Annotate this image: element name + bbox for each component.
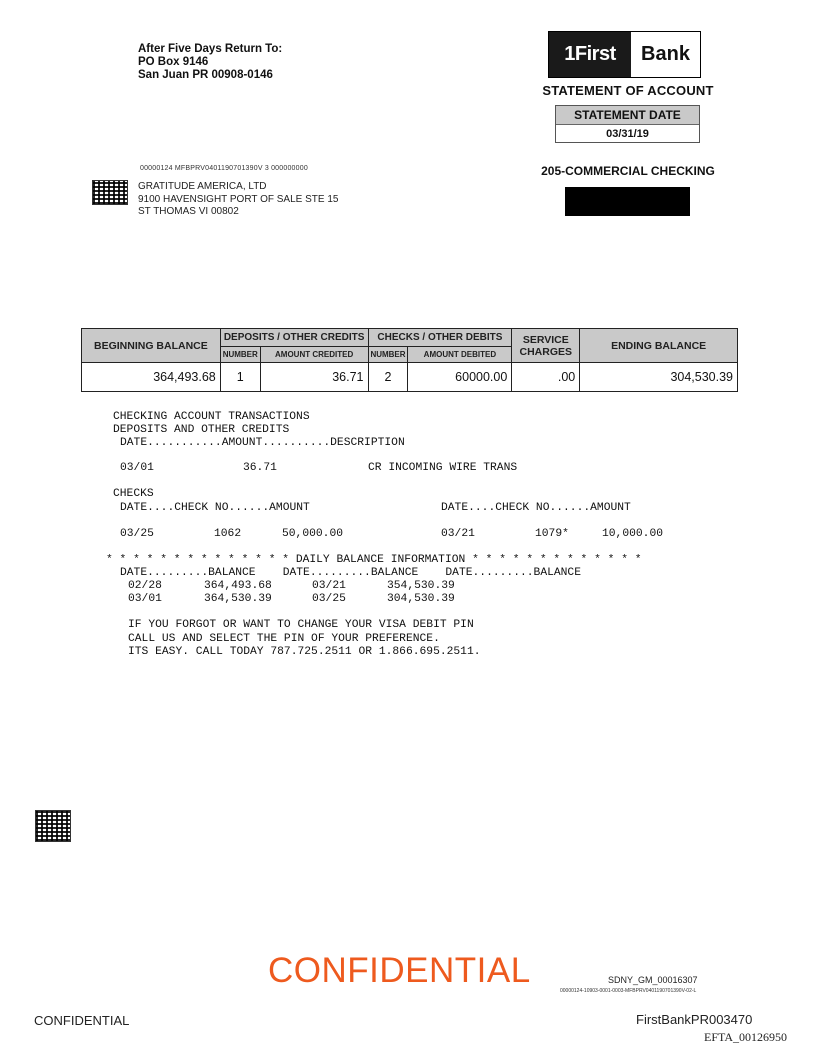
- amount-debited-value: 60000.00: [408, 363, 512, 392]
- return-address-line: After Five Days Return To:: [138, 43, 283, 55]
- balance-amount: 304,530.39: [387, 593, 455, 605]
- amount-credited-value: 36.71: [260, 363, 368, 392]
- balance-amount: 354,530.39: [387, 580, 455, 592]
- header-check-number: NUMBER: [368, 347, 408, 363]
- check-date: 03/21: [441, 528, 475, 540]
- beginning-balance-value: 364,493.68: [82, 363, 221, 392]
- check-amount: 50,000.00: [282, 528, 344, 540]
- check-number: 1079*: [535, 528, 569, 540]
- ending-balance-value: 304,530.39: [580, 363, 738, 392]
- check-amount: 10,000.00: [602, 528, 664, 540]
- mailing-name: GRATITUDE AMERICA, LTD: [138, 181, 267, 192]
- balance-amount: 364,530.39: [204, 593, 272, 605]
- statement-date-box: [555, 105, 700, 143]
- checks-title: CHECKS: [113, 488, 154, 500]
- logo-wordmark: Bank: [641, 43, 690, 65]
- sdny-id: SDNY_GM_00016307: [608, 975, 698, 985]
- notice: [128, 619, 481, 660]
- statement-date-value: 03/31/19: [606, 128, 649, 140]
- balance-date: 03/25: [312, 593, 346, 605]
- daily-balance-header: DATE.........BALANCE DATE.........BALANCE DATE.........BALANCE: [120, 567, 581, 579]
- header-amount-debited: AMOUNT DEBITED: [408, 347, 512, 363]
- barcode-icon: [35, 810, 71, 842]
- notice-line: IF YOU FORGOT OR WANT TO CHANGE YOUR VISA DEBIT PIN: [128, 619, 474, 631]
- bates-number: FirstBankPR003470: [636, 1012, 753, 1027]
- header-amount-credited: AMOUNT CREDITED: [260, 347, 368, 363]
- return-address-line: PO Box 9146: [138, 56, 209, 68]
- return-address-line: San Juan PR 00908-0146: [138, 69, 273, 81]
- mailing-code: 00000124 MFBPRV0401190701390V 3 000000000: [140, 165, 308, 172]
- header-service-charges: SERVICE CHARGES: [512, 329, 580, 363]
- tiny-code: 00000124-10903-0001-0003-MFBPRV0401190701390V-02-L: [560, 988, 697, 994]
- mailing-address: [138, 181, 338, 219]
- check-count-value: 2: [368, 363, 408, 392]
- header-deposit-number: NUMBER: [220, 347, 260, 363]
- account-type: 205-COMMERCIAL CHECKING: [541, 164, 715, 178]
- balance-date: 03/01: [128, 593, 162, 605]
- notice-line: CALL US AND SELECT THE PIN OF YOUR PREFERENCE.: [128, 632, 440, 645]
- deposits-title: DEPOSITS AND OTHER CREDITS: [113, 424, 290, 436]
- deposit-date: 03/01: [120, 462, 154, 474]
- logo-mark: 1First: [549, 32, 631, 77]
- balance-amount: 364,493.68: [204, 580, 272, 592]
- service-charges-value: .00: [512, 363, 580, 392]
- deposit-description: CR INCOMING WIRE TRANS: [368, 462, 518, 474]
- transactions-section-title: CHECKING ACCOUNT TRANSACTIONS: [113, 411, 310, 423]
- checks-header-right: DATE....CHECK NO......AMOUNT: [441, 502, 631, 514]
- statement-date-label: STATEMENT DATE: [556, 106, 699, 125]
- header-beginning-balance: BEGINNING BALANCE: [82, 329, 221, 363]
- notice-line: ITS EASY. CALL TODAY 787.725.2511 OR 1.866.695.2511.: [128, 646, 481, 658]
- header-ending-balance: ENDING BALANCE: [580, 329, 738, 363]
- return-address: [138, 43, 282, 82]
- deposits-header: DATE...........AMOUNT..........DESCRIPTION: [120, 437, 405, 449]
- header-deposits-group: DEPOSITS / OTHER CREDITS: [220, 329, 368, 347]
- confidential-stamp: CONFIDENTIAL: [268, 951, 531, 990]
- barcode-icon: [92, 180, 128, 205]
- mailing-street: 9100 HAVENSIGHT PORT OF SALE STE 15: [138, 193, 339, 205]
- redaction-bar: [565, 187, 690, 216]
- header-checks-group: CHECKS / OTHER DEBITS: [368, 329, 512, 347]
- efta-number: EFTA_00126950: [704, 1030, 788, 1044]
- check-number: 1062: [214, 528, 242, 540]
- check-date: 03/25: [120, 528, 154, 540]
- statement-title: STATEMENT OF ACCOUNT: [542, 83, 714, 98]
- checks-header-left: DATE....CHECK NO......AMOUNT: [120, 502, 310, 514]
- daily-balance-title: * * * * * * * * * * * * * * DAILY BALANCE INFORMATION * * * * * * * * * * * * *: [106, 554, 642, 566]
- confidential-label: CONFIDENTIAL: [34, 1013, 130, 1028]
- balance-date: 03/21: [312, 580, 346, 592]
- bank-logo: [548, 31, 701, 78]
- deposit-amount: 36.71: [243, 462, 277, 474]
- account-summary-table: [81, 328, 738, 392]
- mailing-city: ST THOMAS VI 00802: [138, 206, 239, 217]
- deposit-count-value: 1: [220, 363, 260, 392]
- balance-date: 02/28: [128, 580, 162, 592]
